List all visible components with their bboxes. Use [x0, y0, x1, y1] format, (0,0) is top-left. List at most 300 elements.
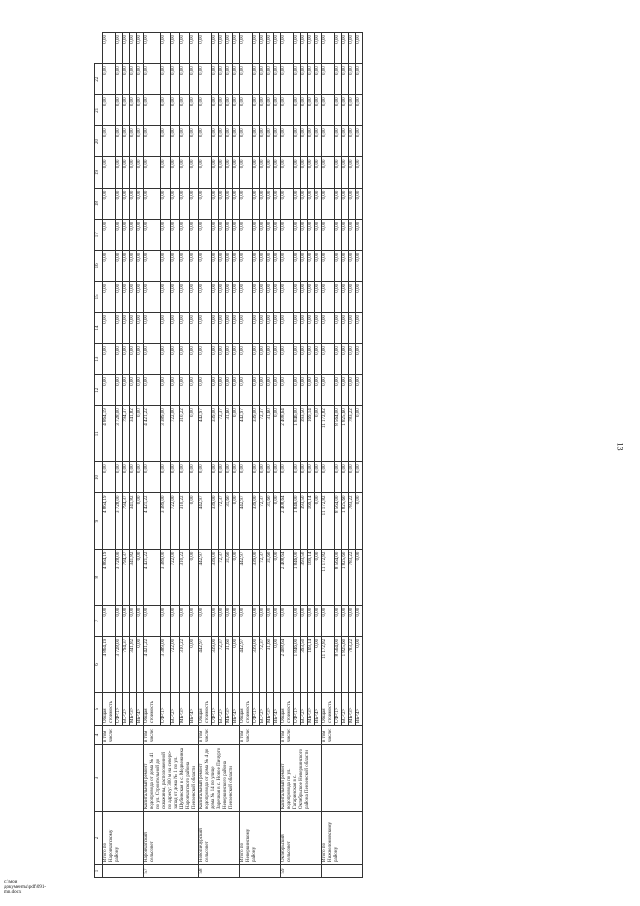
value-cell: 8 564,00 — [335, 406, 342, 462]
value-cell: 0,00 — [267, 281, 274, 312]
value-cell: 11 172,82 — [322, 493, 335, 549]
value-cell: 0,00 — [189, 605, 198, 636]
value-cell: 0,00 — [308, 375, 315, 406]
value-cell: 0,00 — [274, 636, 281, 692]
value-cell: 0,00 — [253, 312, 260, 343]
value-cell: 0,00 — [267, 95, 274, 126]
value-cell: 442,97 — [199, 406, 212, 462]
value-cell: 0,00 — [161, 375, 170, 406]
row-number: 57 — [144, 865, 199, 878]
value-cell: 0,00 — [116, 157, 123, 188]
value-cell: 0,00 — [199, 375, 212, 406]
value-cell: 0,00 — [301, 375, 308, 406]
value-cell: 0,00 — [253, 375, 260, 406]
value-cell: 0,00 — [315, 33, 322, 64]
value-cell: 0,00 — [170, 64, 179, 95]
value-cell: 0,00 — [274, 375, 281, 406]
value-cell: 0,00 — [233, 64, 240, 95]
value-cell: 393,50 — [301, 406, 308, 462]
value-cell: 1 825,60 — [342, 406, 349, 462]
value-cell: 0,00 — [315, 636, 322, 692]
value-cell: 0,00 — [281, 33, 294, 64]
value-cell: 0,00 — [199, 250, 212, 281]
value-cell: 0,00 — [233, 406, 240, 462]
value-cell: 4 421,22 — [144, 406, 161, 462]
value-cell: 0,00 — [240, 157, 253, 188]
value-cell: 0,00 — [144, 64, 161, 95]
value-cell: 0,00 — [356, 126, 363, 157]
value-cell: 0,00 — [189, 312, 198, 343]
value-cell: 0,00 — [308, 219, 315, 250]
value-cell: 0,00 — [349, 157, 356, 188]
value-cell: 0,00 — [267, 462, 274, 493]
value-cell: 0,00 — [342, 250, 349, 281]
value-cell: 0,00 — [161, 126, 170, 157]
value-cell: 1 846,00 — [294, 406, 301, 462]
value-cell: 0,00 — [260, 126, 267, 157]
value-cell: 0,00 — [137, 250, 144, 281]
value-cell: 0,00 — [308, 344, 315, 375]
value-cell: 0,00 — [170, 95, 179, 126]
value-cell: 0,00 — [308, 95, 315, 126]
table-row — [322, 33, 335, 878]
value-cell: 0,00 — [294, 375, 301, 406]
value-cell: 0,00 — [233, 95, 240, 126]
value-cell: 0,00 — [219, 312, 226, 343]
value-cell: 2 408,64 — [281, 406, 294, 462]
value-cell: 0,00 — [315, 605, 322, 636]
value-cell: 0,00 — [226, 95, 233, 126]
column-number-19: 19 — [95, 157, 103, 188]
value-cell: 0,00 — [294, 64, 301, 95]
value-cell: 0,00 — [189, 188, 198, 219]
value-cell: 4 864,19 — [103, 636, 116, 692]
column-number-1: 1 — [95, 865, 103, 878]
value-cell: 8 564,00 — [335, 549, 342, 605]
value-cell: 0,00 — [240, 219, 253, 250]
value-cell: 0,00 — [123, 312, 130, 343]
value-cell: 341,82 — [130, 636, 137, 692]
column-number-13: 13 — [95, 344, 103, 375]
value-cell: 442,97 — [240, 636, 253, 692]
value-cell: 0,00 — [103, 188, 116, 219]
value-cell: 0,00 — [226, 126, 233, 157]
value-cell: 0,00 — [315, 281, 322, 312]
value-cell: 0,00 — [199, 281, 212, 312]
value-cell: 0,00 — [267, 157, 274, 188]
value-cell: 31,60 — [226, 493, 233, 549]
value-cell: 0,00 — [103, 605, 116, 636]
value-cell: 0,00 — [240, 462, 253, 493]
in-total-label: в том числе: — [144, 726, 199, 745]
value-cell: 0,00 — [253, 33, 260, 64]
value-cell: 0,00 — [342, 281, 349, 312]
value-cell: 0,00 — [308, 462, 315, 493]
value-cell: 0,00 — [103, 344, 116, 375]
value-cell: 0,00 — [123, 126, 130, 157]
value-cell: 0,00 — [116, 126, 123, 157]
value-cell: 0,00 — [240, 250, 253, 281]
value-cell: 0,00 — [233, 312, 240, 343]
value-cell: 0,00 — [308, 312, 315, 343]
value-cell: 0,00 — [356, 493, 363, 549]
value-cell: 0,00 — [226, 605, 233, 636]
value-cell: 0,00 — [103, 312, 116, 343]
value-cell: 0,00 — [170, 375, 179, 406]
value-cell: 442,97 — [199, 636, 212, 692]
column-number-9: 9 — [95, 493, 103, 549]
value-cell: 0,00 — [267, 33, 274, 64]
value-cell: 2 408,64 — [281, 636, 294, 692]
value-cell: 722,00 — [170, 406, 179, 462]
value-cell: 0,00 — [170, 605, 179, 636]
value-cell: 0,00 — [116, 312, 123, 343]
value-cell: 0,00 — [189, 406, 198, 462]
value-cell: 0,00 — [103, 462, 116, 493]
value-cell: 1 846,00 — [294, 636, 301, 692]
value-cell: 0,00 — [274, 219, 281, 250]
column-number-row — [95, 33, 103, 878]
value-cell: 0,00 — [212, 64, 219, 95]
value-cell: 0,00 — [144, 157, 161, 188]
value-cell: 0,00 — [226, 312, 233, 343]
value-cell: 0,00 — [294, 344, 301, 375]
value-cell: 442,97 — [240, 549, 253, 605]
value-cell: 0,00 — [137, 549, 144, 605]
value-cell: 0,00 — [103, 250, 116, 281]
value-cell: 0,00 — [116, 375, 123, 406]
footer-path: c:\мои документы\pdf\091-mn.docx — [4, 880, 47, 895]
value-cell: 0,00 — [233, 219, 240, 250]
value-cell: 0,00 — [253, 281, 260, 312]
value-cell: 0,00 — [356, 95, 363, 126]
value-cell: 310,22 — [180, 406, 189, 462]
value-cell: 0,00 — [356, 281, 363, 312]
value-cell: 0,00 — [161, 95, 170, 126]
value-cell: 0,00 — [137, 33, 144, 64]
value-cell: 1 846,00 — [294, 493, 301, 549]
district-name: Новопичурский сельсовет — [199, 812, 240, 865]
value-cell: 0,00 — [301, 312, 308, 343]
value-cell: 0,00 — [294, 33, 301, 64]
value-cell: 0,00 — [233, 636, 240, 692]
value-cell: 0,00 — [335, 312, 342, 343]
value-cell: 0,00 — [189, 95, 198, 126]
project-description: Капитальный ремонт водопровода по ул. Гагаринская в с. Октябрьское Неверкинского района Пензенской области — [281, 745, 322, 812]
value-cell: 0,00 — [260, 95, 267, 126]
value-cell: 0,00 — [281, 462, 294, 493]
value-cell: 0,00 — [170, 126, 179, 157]
value-cell: 8 564,00 — [335, 493, 342, 549]
value-cell: 0,00 — [219, 281, 226, 312]
value-cell: 0,00 — [301, 219, 308, 250]
value-cell: 0,00 — [144, 605, 161, 636]
value-cell: 0,00 — [130, 462, 137, 493]
value-cell: 0,00 — [180, 281, 189, 312]
value-cell: 0,00 — [233, 462, 240, 493]
funding-source-label: СФ<1> — [294, 693, 301, 726]
value-cell: 442,97 — [240, 406, 253, 462]
row-number — [322, 865, 363, 878]
value-cell: 0,00 — [233, 250, 240, 281]
value-cell: 0,00 — [116, 462, 123, 493]
project-description — [322, 745, 363, 812]
value-cell: 0,00 — [335, 157, 342, 188]
value-cell: 0,00 — [219, 375, 226, 406]
value-cell: 0,00 — [294, 281, 301, 312]
value-cell: 0,00 — [137, 157, 144, 188]
value-cell: 0,00 — [274, 157, 281, 188]
value-cell: 0,00 — [240, 126, 253, 157]
value-cell: 0,00 — [161, 250, 170, 281]
value-cell: 0,00 — [144, 462, 161, 493]
row-number — [103, 865, 144, 878]
value-cell: 722,00 — [170, 549, 179, 605]
funding-source-label: БС<2> — [170, 693, 179, 726]
value-cell: 0,00 — [130, 157, 137, 188]
value-cell: 0,00 — [189, 33, 198, 64]
value-cell: 0,00 — [180, 33, 189, 64]
funding-source-label: МБ<3> — [349, 693, 356, 726]
value-cell: 1 846,00 — [294, 549, 301, 605]
value-cell: 0,00 — [130, 188, 137, 219]
value-cell: 0,00 — [281, 188, 294, 219]
value-cell: 339,00 — [212, 493, 219, 549]
value-cell: 0,00 — [189, 126, 198, 157]
value-cell: 0,00 — [219, 219, 226, 250]
value-cell: 442,97 — [199, 493, 212, 549]
value-cell: 0,00 — [335, 33, 342, 64]
value-cell: 0,00 — [301, 250, 308, 281]
value-cell: 0,00 — [233, 605, 240, 636]
value-cell: 0,00 — [322, 250, 335, 281]
value-cell: 4 421,22 — [144, 493, 161, 549]
value-cell: 341,82 — [130, 493, 137, 549]
funding-source-label: МБ<3> — [226, 693, 233, 726]
value-cell: 0,00 — [144, 344, 161, 375]
value-cell: 0,00 — [356, 375, 363, 406]
value-cell: 0,00 — [349, 188, 356, 219]
value-cell: 0,00 — [308, 250, 315, 281]
value-cell: 0,00 — [180, 344, 189, 375]
table-row — [240, 33, 253, 878]
value-cell: 0,00 — [322, 605, 335, 636]
value-cell: 0,00 — [233, 126, 240, 157]
value-cell: 0,00 — [281, 219, 294, 250]
value-cell: 0,00 — [130, 126, 137, 157]
funding-source-label: ВБ<4> — [137, 693, 144, 726]
value-cell: 0,00 — [189, 375, 198, 406]
value-cell: 0,00 — [116, 250, 123, 281]
value-cell: 0,00 — [212, 281, 219, 312]
value-cell: 0,00 — [308, 605, 315, 636]
value-cell: 0,00 — [356, 33, 363, 64]
value-cell: 11 172,82 — [322, 406, 335, 462]
value-cell: 794,37 — [123, 636, 130, 692]
value-cell: 0,00 — [274, 344, 281, 375]
value-cell: 31,60 — [267, 493, 274, 549]
column-number-14: 14 — [95, 312, 103, 343]
value-cell: 0,00 — [253, 95, 260, 126]
district-name: Итого по Неверкинскому району — [240, 812, 281, 865]
funding-source-label: СФ<1> — [161, 693, 170, 726]
value-cell: 0,00 — [137, 312, 144, 343]
value-cell: 0,00 — [180, 64, 189, 95]
value-cell: 0,00 — [322, 95, 335, 126]
funding-source-label: ВБ<4> — [315, 693, 322, 726]
value-cell: 0,00 — [274, 549, 281, 605]
value-cell: 0,00 — [315, 188, 322, 219]
value-cell: 0,00 — [260, 375, 267, 406]
column-number-2: 2 — [95, 812, 103, 865]
value-cell: 783,22 — [349, 406, 356, 462]
value-cell: 0,00 — [294, 126, 301, 157]
value-cell: 0,00 — [189, 493, 198, 549]
value-cell: 0,00 — [226, 157, 233, 188]
value-cell: 0,00 — [322, 126, 335, 157]
value-cell: 0,00 — [315, 462, 322, 493]
value-cell: 0,00 — [349, 375, 356, 406]
value-cell: 0,00 — [349, 219, 356, 250]
value-cell: 0,00 — [335, 64, 342, 95]
value-cell: 1 825,60 — [342, 636, 349, 692]
value-cell: 0,00 — [212, 95, 219, 126]
value-cell: 0,00 — [260, 188, 267, 219]
value-cell: 0,00 — [322, 281, 335, 312]
value-cell: 0,00 — [226, 33, 233, 64]
value-cell: 0,00 — [212, 375, 219, 406]
value-cell: 0,00 — [137, 126, 144, 157]
value-cell: 0,00 — [294, 157, 301, 188]
value-cell: 0,00 — [212, 250, 219, 281]
column-number-11: 11 — [95, 406, 103, 462]
value-cell: 0,00 — [226, 281, 233, 312]
value-cell: 3 389,00 — [161, 549, 170, 605]
value-cell: 0,00 — [130, 375, 137, 406]
value-cell: 2 408,64 — [281, 493, 294, 549]
funding-source-label: Общая стоимость — [103, 693, 116, 726]
value-cell: 0,00 — [199, 605, 212, 636]
value-cell: 0,00 — [189, 157, 198, 188]
value-cell: 0,00 — [274, 33, 281, 64]
in-total-label: в том числе: — [281, 726, 322, 745]
value-cell: 0,00 — [144, 188, 161, 219]
value-cell: 393,50 — [301, 636, 308, 692]
value-cell: 0,00 — [349, 281, 356, 312]
value-cell: 3 728,00 — [116, 549, 123, 605]
value-cell: 0,00 — [240, 64, 253, 95]
value-cell: 0,00 — [103, 33, 116, 64]
value-cell: 0,00 — [342, 219, 349, 250]
value-cell: 0,00 — [189, 219, 198, 250]
value-cell: 0,00 — [281, 605, 294, 636]
value-cell: 0,00 — [180, 462, 189, 493]
value-cell: 783,22 — [349, 493, 356, 549]
value-cell: 0,00 — [356, 636, 363, 692]
value-cell: 0,00 — [116, 219, 123, 250]
funding-source-label: МБ<3> — [267, 693, 274, 726]
value-cell: 310,22 — [180, 549, 189, 605]
value-cell: 0,00 — [281, 95, 294, 126]
value-cell: 0,00 — [144, 281, 161, 312]
value-cell: 0,00 — [189, 344, 198, 375]
value-cell: 0,00 — [123, 281, 130, 312]
project-description — [240, 745, 281, 812]
value-cell: 0,00 — [260, 605, 267, 636]
value-cell: 339,00 — [212, 636, 219, 692]
row-number: 58 — [199, 865, 240, 878]
value-cell: 0,00 — [116, 64, 123, 95]
value-cell: 0,00 — [212, 312, 219, 343]
value-cell: 0,00 — [116, 281, 123, 312]
funding-source-label: Общая стоимость — [199, 693, 212, 726]
value-cell: 0,00 — [274, 126, 281, 157]
value-cell: 0,00 — [342, 188, 349, 219]
value-cell: 0,00 — [253, 188, 260, 219]
value-cell: 0,00 — [219, 64, 226, 95]
value-cell: 0,00 — [123, 250, 130, 281]
value-cell: 0,00 — [219, 250, 226, 281]
value-cell: 0,00 — [161, 219, 170, 250]
in-total-label: в том числе: — [199, 726, 240, 745]
value-cell: 0,00 — [137, 636, 144, 692]
value-cell: 0,00 — [322, 33, 335, 64]
value-cell: 0,00 — [308, 281, 315, 312]
value-cell: 0,00 — [130, 312, 137, 343]
value-cell: 0,00 — [199, 344, 212, 375]
value-cell: 0,00 — [103, 126, 116, 157]
value-cell: 722,00 — [170, 636, 179, 692]
value-cell: 0,00 — [281, 375, 294, 406]
value-cell: 0,00 — [103, 95, 116, 126]
value-cell: 0,00 — [123, 95, 130, 126]
value-cell: 0,00 — [281, 344, 294, 375]
table-row — [144, 33, 161, 878]
value-cell: 0,00 — [342, 344, 349, 375]
funding-source-label: МБ<3> — [180, 693, 189, 726]
value-cell: 0,00 — [315, 493, 322, 549]
value-cell: 0,00 — [226, 344, 233, 375]
value-cell: 0,00 — [260, 64, 267, 95]
value-cell: 0,00 — [123, 219, 130, 250]
value-cell: 0,00 — [308, 33, 315, 64]
value-cell: 0,00 — [170, 33, 179, 64]
value-cell: 0,00 — [212, 33, 219, 64]
value-cell: 0,00 — [161, 188, 170, 219]
value-cell: 3 389,00 — [161, 406, 170, 462]
value-cell: 0,00 — [342, 33, 349, 64]
value-cell: 0,00 — [233, 157, 240, 188]
value-cell: 0,00 — [349, 33, 356, 64]
value-cell: 0,00 — [301, 344, 308, 375]
value-cell: 0,00 — [226, 375, 233, 406]
value-cell: 31,60 — [226, 549, 233, 605]
value-cell: 31,60 — [267, 549, 274, 605]
value-cell: 2 408,64 — [281, 549, 294, 605]
value-cell: 0,00 — [253, 344, 260, 375]
value-cell: 0,00 — [116, 95, 123, 126]
value-cell: 0,00 — [260, 462, 267, 493]
funding-source-label: СФ<1> — [335, 693, 342, 726]
value-cell: 0,00 — [349, 250, 356, 281]
value-cell: 0,00 — [281, 64, 294, 95]
value-cell: 0,00 — [137, 493, 144, 549]
value-cell: 0,00 — [335, 462, 342, 493]
value-cell: 0,00 — [212, 462, 219, 493]
value-cell: 0,00 — [315, 344, 322, 375]
value-cell: 393,50 — [301, 493, 308, 549]
value-cell: 0,00 — [233, 344, 240, 375]
